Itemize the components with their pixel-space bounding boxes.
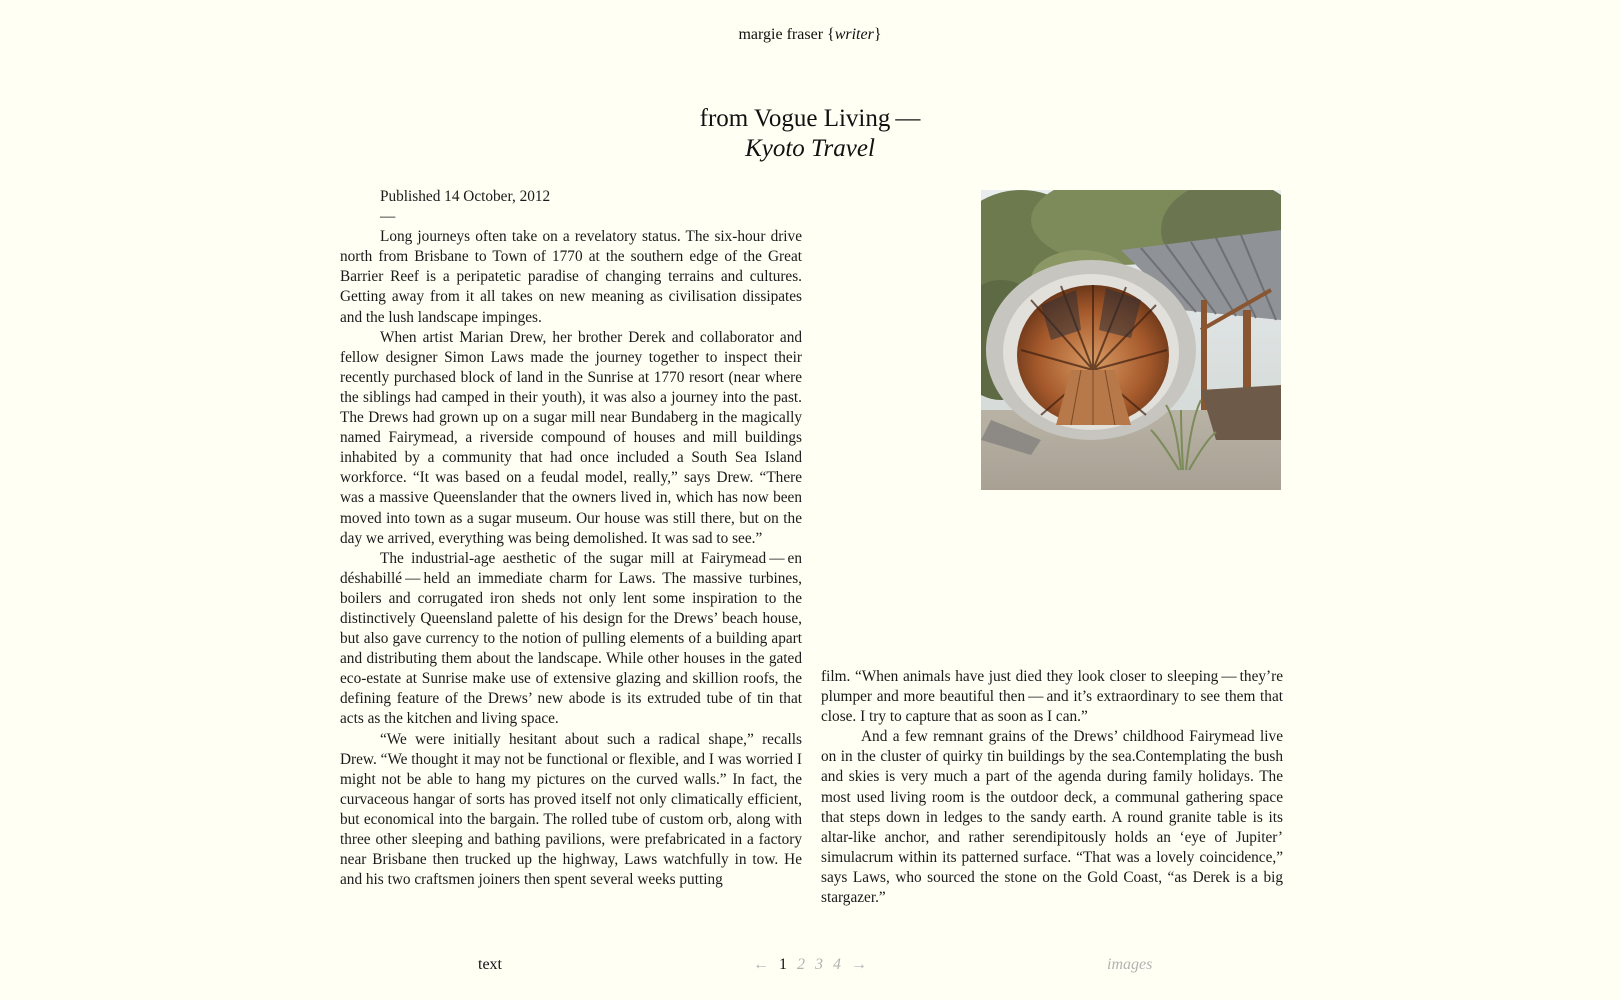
paragraph: When artist Marian Drew, her brother Derek and collaborator and fellow designer Simon Laws made the journey together to inspect their recently purchased block of land in the Sunrise at 1770 resort (near where the siblings had camped in their youth), it was also a journey into the past. The Drews had grown up on a sugar mill near Bundaberg in the magically named Fairymead, a riverside compound of houses and mill buildings inhabited by a community that had once included a South Sea Island workforce. “It was based on a feudal model, really,” says Drew. “There was a massive Queenslander that the owners lived in, which has now been moved into town as a sugar museum. Our house was still there, but on the day we arrived, everything was being demolished. It was sad to see.”	[340, 328, 802, 547]
prev-page-arrow[interactable]: ←	[753, 956, 769, 973]
site-name: margie fraser	[738, 26, 824, 43]
paragraph: Long journeys often take on a revelatory status. The six-hour drive north from Brisbane to Town of 1770 at the southern edge of the Great Barrier Reef is a peripatetic paradise of changing terrains and cultures. Getting away from it all takes on new meaning as civilisation dissipates and the lush landscape impinges.	[340, 228, 802, 326]
page-link-4[interactable]: 4	[833, 956, 841, 973]
site-name-link[interactable]: margie fraser {writer}	[738, 26, 882, 43]
paragraph: And a few remnant grains of the Drews’ childhood Fairymead live on in the cluster of quirky tin buildings by the sea.Contemplating the bush and skies is very much a part of the agenda during family holidays. The most used living room is the outdoor deck, a communal gathering space that steps down in ledges to the sandy earth. A round granite table is its altar-like anchor, and rather serendipitously holds an ‘eye of Jupiter’ simulacrum within its patterned surface. “That was a lovely coincidence,” says Laws, who sourced the stone on the Gold Coast, “as Derek is a big stargazer.”	[821, 728, 1283, 907]
pagination	[0, 956, 1620, 974]
article-photo[interactable]	[981, 190, 1281, 490]
paragraph: The industrial-age aesthetic of the sugar mill at Fairymead — en déshabillé — held an immediate charm for Laws. The massive turbines, boilers and corrugated iron sheds not only lent some inspiration to the distinctively Queensland palette of his design for the Drews’ beach house, but also gave currency to the notion of pulling elements of a building apart and distributing them about the landscape. While other houses in the gated eco-estate at Sunrise make use of extensive glazing and skillion roofs, the defining feature of the Drews’ new abode is its extruded tube of tin that acts as the kitchen and living space.	[340, 549, 802, 728]
page-link-2[interactable]: 2	[797, 956, 805, 973]
page-link-3[interactable]: 3	[815, 956, 823, 973]
paragraph: film. “When animals have just died they look closer to sleeping — they’re plumper and more beautiful then — and it’s extraordinary to see them that close. I try to capture that as soon as I can.”	[821, 668, 1283, 726]
paragraph: “We were initially hesitant about such a radical shape,” recalls Drew. “We thought it may not be functional or flexible, and I was worried I might not be able to hang my pictures on the curved walls.” In fact, the curvaceous hangar of sorts has proved itself not only climatically efficient, but economical into the bargain. The rolled tube of custom orb, along with three other sleeping and bathing pavilions, were prefabricated in a factory near Brisbane then trucked up the highway, Laws watchfully in tow. He and his two craftsmen joiners then spent several weeks putting	[340, 730, 802, 889]
text-column-left	[340, 187, 802, 890]
published-dash: —	[380, 208, 396, 226]
published-date: Published 14 October, 2012	[380, 188, 551, 205]
next-page-arrow[interactable]: →	[851, 956, 867, 973]
article-subtitle: Kyoto Travel	[745, 135, 875, 162]
article-source: from Vogue Living —	[699, 105, 921, 132]
article-title	[0, 104, 1620, 164]
text-column-right	[821, 667, 1283, 908]
site-header	[0, 26, 1620, 44]
images-view-link[interactable]: images	[1107, 956, 1153, 973]
site-role: writer	[834, 26, 874, 43]
text-view-link[interactable]: text	[478, 956, 502, 973]
house-tube-image	[981, 190, 1281, 490]
page-link-1[interactable]: 1	[779, 956, 787, 973]
